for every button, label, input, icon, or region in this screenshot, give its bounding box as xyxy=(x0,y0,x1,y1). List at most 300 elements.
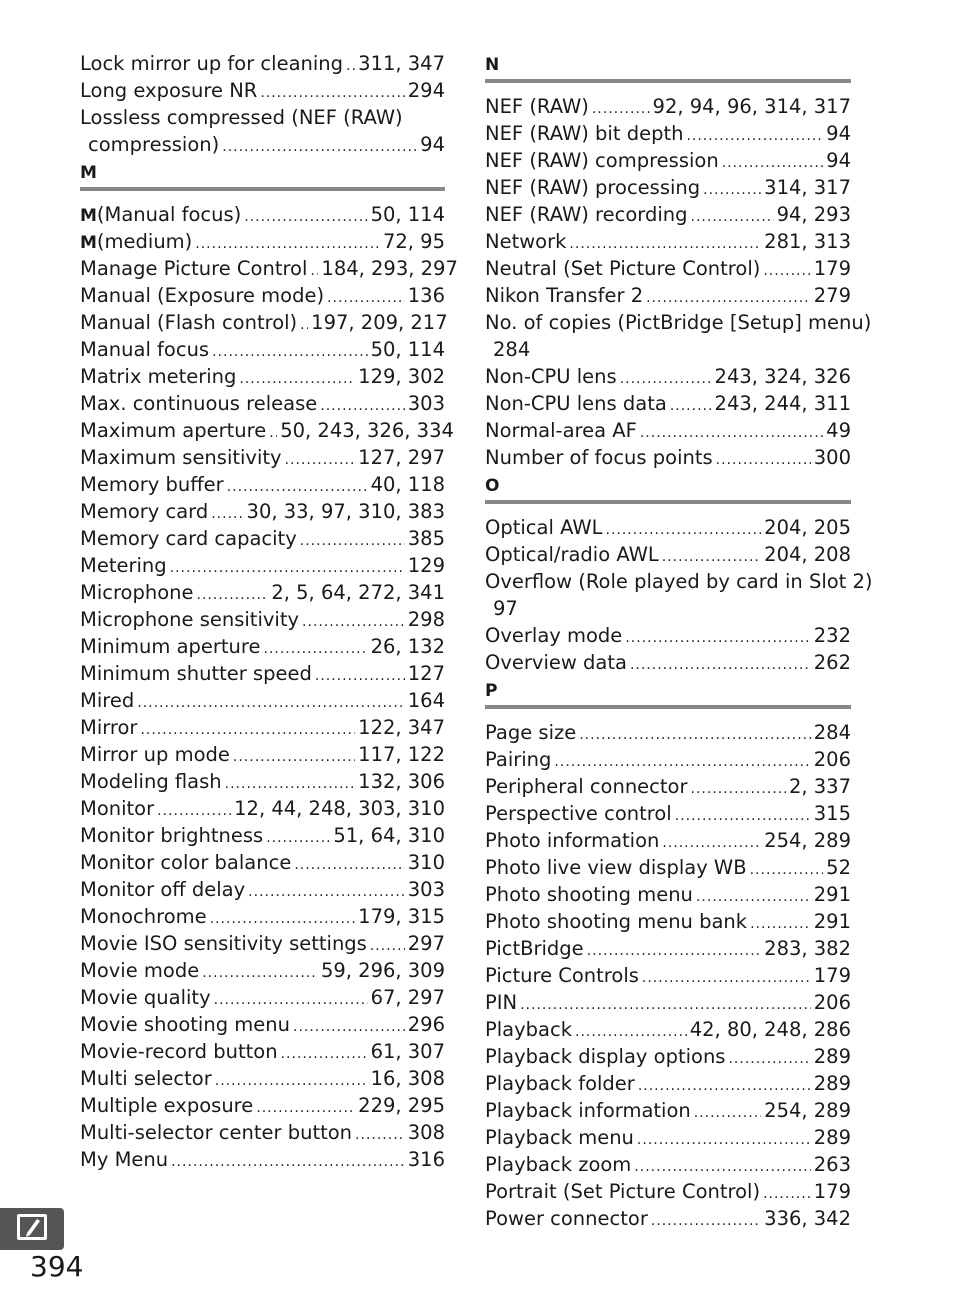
index-entry xyxy=(485,1097,851,1124)
entry-pages: 30, 33, 97, 310, 383 xyxy=(246,500,445,523)
leader-dots xyxy=(620,366,712,393)
entry-pages: 314, 317 xyxy=(764,176,851,199)
index-entry xyxy=(80,282,445,309)
leader-dots xyxy=(763,1181,811,1208)
leader-dots xyxy=(662,544,761,571)
entry-text: Playback display options xyxy=(485,1045,726,1068)
entry-pages: 284 xyxy=(493,338,531,361)
entry-pages: 310 xyxy=(407,851,445,874)
entry-pages: 127 xyxy=(407,662,445,685)
entry-text: Lossless compressed (NEF (RAW) xyxy=(80,106,403,129)
leader-dots xyxy=(640,420,823,447)
index-entry xyxy=(485,908,851,935)
leader-dots xyxy=(691,776,786,803)
entry-text: (Manual focus) xyxy=(96,203,242,226)
entry-pages: 296 xyxy=(407,1013,445,1036)
index-entry xyxy=(80,255,458,282)
entry-text: Network xyxy=(485,230,567,253)
entry-pages: 300 xyxy=(813,446,851,469)
entry-pages: 42, 80, 248, 286 xyxy=(689,1018,851,1041)
leader-dots xyxy=(630,652,811,679)
entry-pages: 232 xyxy=(813,624,851,647)
leader-dots xyxy=(260,80,404,107)
section-n-entries-after xyxy=(485,363,851,471)
index-entry xyxy=(485,174,851,201)
entry-text: Optical/radio AWL xyxy=(485,543,659,566)
entry-text: Normal-area AF xyxy=(485,419,637,442)
leader-dots xyxy=(285,447,356,474)
entry-text: Photo information xyxy=(485,829,660,852)
leader-dots xyxy=(281,1041,368,1068)
index-entry xyxy=(485,989,851,1016)
index-entry-wrapped xyxy=(485,309,872,363)
leader-dots xyxy=(137,690,405,717)
leader-dots xyxy=(293,1014,405,1041)
entry-pages: 127, 297 xyxy=(358,446,445,469)
leader-dots xyxy=(300,312,308,339)
index-column-left xyxy=(80,50,458,1173)
entry-text: Photo shooting menu bank xyxy=(485,910,748,933)
entry-pages: 2, 337 xyxy=(788,775,851,798)
index-entry xyxy=(485,1070,851,1097)
leader-dots xyxy=(638,1073,811,1100)
entry-text: Max. continuous release xyxy=(80,392,318,415)
entry-pages: 294 xyxy=(407,79,445,102)
index-entry xyxy=(80,1011,445,1038)
entry-text: Multi-selector center button xyxy=(80,1121,353,1144)
entry-pages: 303 xyxy=(407,392,445,415)
entry-pages: 262 xyxy=(813,651,851,674)
index-entry xyxy=(80,552,445,579)
entry-pages: 184, 293, 297 xyxy=(321,257,458,280)
leader-dots xyxy=(670,393,712,420)
leader-dots xyxy=(210,906,356,933)
entry-pages: 336, 342 xyxy=(764,1207,851,1230)
entry-text: Matrix metering xyxy=(80,365,237,388)
entry-text: Nikon Transfer 2 xyxy=(485,284,644,307)
entry-text: Monochrome xyxy=(80,905,207,928)
index-entry xyxy=(485,827,851,854)
leader-dots xyxy=(642,965,811,992)
entry-pages: 284 xyxy=(813,721,851,744)
entry-text: Multiple exposure xyxy=(80,1094,254,1117)
index-entry xyxy=(80,741,445,768)
entry-pages: 179 xyxy=(813,257,851,280)
index-entry xyxy=(80,579,445,606)
entry-text: Microphone sensitivity xyxy=(80,608,300,631)
leader-dots xyxy=(625,625,810,652)
leader-dots xyxy=(691,204,774,231)
section-letter-o: O xyxy=(485,476,500,496)
leader-dots xyxy=(750,911,811,938)
entry-text: Manage Picture Control xyxy=(80,257,308,280)
entry-text: NEF (RAW) processing xyxy=(485,176,701,199)
index-entry xyxy=(485,719,851,746)
entry-text: NEF (RAW) compression xyxy=(485,149,719,172)
index-entry xyxy=(485,746,851,773)
entry-pages: 263 xyxy=(813,1153,851,1176)
entry-pages: 291 xyxy=(813,883,851,906)
entry-text: Overflow (Role played by card in Slot 2) xyxy=(485,570,873,593)
entry-text: My Menu xyxy=(80,1148,169,1171)
index-entry xyxy=(80,795,445,822)
section-rule xyxy=(485,500,851,504)
entry-pages: 129 xyxy=(407,554,445,577)
left-top-entries xyxy=(80,50,445,104)
entry-pages: 122, 347 xyxy=(358,716,445,739)
index-entry xyxy=(80,606,445,633)
index-entry xyxy=(80,1146,445,1173)
leader-dots xyxy=(520,992,811,1019)
entry-text: Photo live view display WB xyxy=(485,856,747,879)
entry-pages: 92, 94, 96, 314, 317 xyxy=(652,95,851,118)
entry-pages: 385 xyxy=(407,527,445,550)
index-entry xyxy=(485,1016,851,1043)
leader-dots xyxy=(637,1127,811,1154)
entry-text: Monitor brightness xyxy=(80,824,264,847)
entry-pages: 206 xyxy=(813,991,851,1014)
leader-dots xyxy=(327,285,405,312)
leader-dots xyxy=(694,1100,761,1127)
entry-pages: 297 xyxy=(407,932,445,955)
index-entry xyxy=(485,1043,851,1070)
index-entry xyxy=(485,962,851,989)
leader-dots xyxy=(587,938,761,965)
entry-text: Power connector xyxy=(485,1207,648,1230)
entry-text: Maximum sensitivity xyxy=(80,446,282,469)
index-entry xyxy=(80,714,445,741)
entry-pages: 179 xyxy=(813,1180,851,1203)
index-entry xyxy=(485,201,851,228)
leader-dots xyxy=(264,636,368,663)
index-entry xyxy=(485,773,851,800)
index-entry xyxy=(80,1065,445,1092)
entry-text: Minimum shutter speed xyxy=(80,662,312,685)
index-entry xyxy=(80,822,445,849)
entry-pages: 289 xyxy=(813,1045,851,1068)
index-entry xyxy=(80,849,445,876)
entry-pages: 117, 122 xyxy=(358,743,445,766)
index-entry xyxy=(80,876,445,903)
entry-text: PIN xyxy=(485,991,518,1014)
entry-pages: 254, 289 xyxy=(764,829,851,852)
entry-pages: 311, 347 xyxy=(358,52,445,75)
entry-text: Number of focus points xyxy=(485,446,713,469)
section-n-entries xyxy=(485,93,851,309)
leader-dots xyxy=(195,231,380,258)
index-entry xyxy=(485,93,851,120)
page-number: 394 xyxy=(30,1250,84,1283)
index-pencil-icon xyxy=(15,1211,49,1247)
entry-pages: 136 xyxy=(407,284,445,307)
entry-pages: 59, 296, 309 xyxy=(320,959,445,982)
entry-pages: 50, 243, 326, 334 xyxy=(280,419,454,442)
index-entry xyxy=(485,1178,851,1205)
entry-text: Monitor off delay xyxy=(80,878,246,901)
entry-text: Playback menu xyxy=(485,1126,634,1149)
leader-dots xyxy=(634,1154,810,1181)
leader-dots xyxy=(248,879,405,906)
entry-text: PictBridge xyxy=(485,937,584,960)
index-entry xyxy=(80,957,445,984)
entry-text: Peripheral connector xyxy=(485,775,688,798)
entry-text: NEF (RAW) recording xyxy=(485,203,688,226)
leader-dots xyxy=(225,771,356,798)
index-entry xyxy=(80,903,445,930)
entry-text: Non-CPU lens xyxy=(485,365,617,388)
leader-dots xyxy=(212,339,367,366)
entry-text: Manual (Exposure mode) xyxy=(80,284,325,307)
entry-text: Optical AWL xyxy=(485,516,603,539)
leader-dots xyxy=(214,987,368,1014)
index-entry xyxy=(485,541,851,568)
entry-pages: 316 xyxy=(407,1148,445,1171)
entry-text: Overlay mode xyxy=(485,624,623,647)
entry-text: Lock mirror up for cleaning xyxy=(80,52,344,75)
entry-pages: 40, 118 xyxy=(370,473,445,496)
leader-dots xyxy=(716,447,811,474)
index-entry xyxy=(485,147,851,174)
leader-dots xyxy=(315,663,405,690)
index-entry-wrapped xyxy=(485,568,873,622)
entry-pages: 179, 315 xyxy=(358,905,445,928)
index-entry xyxy=(485,854,851,881)
entry-pages: 281, 313 xyxy=(764,230,851,253)
leader-dots xyxy=(227,474,368,501)
entry-text: Monitor xyxy=(80,797,155,820)
index-tab xyxy=(0,1208,64,1250)
entry-pages: 16, 308 xyxy=(370,1067,445,1090)
leader-dots xyxy=(222,134,417,161)
leader-dots xyxy=(722,150,823,177)
entry-text: Portrait (Set Picture Control) xyxy=(485,1180,761,1203)
index-entry xyxy=(485,444,851,471)
entry-pages: 50, 114 xyxy=(370,338,445,361)
index-entry xyxy=(80,930,445,957)
index-entry xyxy=(80,1092,445,1119)
leader-dots xyxy=(302,609,405,636)
section-m-entries xyxy=(80,201,458,1173)
entry-text: Modeling flash xyxy=(80,770,222,793)
leader-dots xyxy=(606,517,762,544)
leader-dots xyxy=(300,528,405,555)
entry-text: Playback xyxy=(485,1018,573,1041)
index-entry xyxy=(485,881,851,908)
index-entry xyxy=(80,201,445,228)
index-entry xyxy=(80,1119,445,1146)
entry-text: Mired xyxy=(80,689,135,712)
entry-text: Perspective control xyxy=(485,802,672,825)
leader-dots xyxy=(569,231,761,258)
entry-pages: 72, 95 xyxy=(382,230,445,253)
entry-pages: 2, 5, 64, 272, 341 xyxy=(271,581,445,604)
entry-pages: 197, 209, 217 xyxy=(311,311,448,334)
leader-dots xyxy=(197,582,269,609)
index-entry xyxy=(80,687,445,714)
index-entry xyxy=(80,768,445,795)
entry-pages: 243, 324, 326 xyxy=(714,365,851,388)
index-entry xyxy=(80,417,454,444)
leader-dots xyxy=(266,825,330,852)
entry-text: Multi selector xyxy=(80,1067,212,1090)
mode-letter-icon: M xyxy=(80,206,97,226)
leader-dots xyxy=(703,177,761,204)
section-letter-n: N xyxy=(485,55,500,75)
index-entry-wrapped xyxy=(80,104,445,158)
leader-dots xyxy=(140,717,355,744)
leader-dots xyxy=(215,1068,368,1095)
section-letter-p: P xyxy=(485,681,498,701)
index-entry xyxy=(80,633,445,660)
entry-pages: 94, 293 xyxy=(776,203,851,226)
entry-text: Non-CPU lens data xyxy=(485,392,667,415)
entry-text: Playback zoom xyxy=(485,1153,632,1176)
leader-dots xyxy=(728,1046,810,1073)
entry-text: Movie quality xyxy=(80,986,211,1009)
index-entry xyxy=(80,336,445,363)
leader-dots xyxy=(696,884,811,911)
entry-text: compression) xyxy=(88,133,220,156)
index-entry xyxy=(80,471,445,498)
index-entry xyxy=(485,622,851,649)
entry-text: Long exposure NR xyxy=(80,79,258,102)
leader-dots xyxy=(294,852,404,879)
entry-text: Mirror xyxy=(80,716,138,739)
leader-dots xyxy=(355,1122,405,1149)
entry-pages: 49 xyxy=(826,419,851,442)
entry-text: Metering xyxy=(80,554,167,577)
entry-pages: 132, 306 xyxy=(358,770,445,793)
leader-dots xyxy=(170,555,405,582)
entry-pages: 67, 297 xyxy=(370,986,445,1009)
entry-text: Photo shooting menu xyxy=(485,883,693,906)
entry-pages: 315 xyxy=(813,802,851,825)
entry-pages: 291 xyxy=(813,910,851,933)
index-entry xyxy=(485,282,851,309)
entry-text: Mirror up mode xyxy=(80,743,230,766)
leader-dots xyxy=(233,744,355,771)
index-entry xyxy=(485,935,851,962)
entry-pages: 229, 295 xyxy=(358,1094,445,1117)
entry-text: Picture Controls xyxy=(485,964,639,987)
entry-text: Monitor color balance xyxy=(80,851,292,874)
index-entry xyxy=(485,1205,851,1232)
entry-text: Playback folder xyxy=(485,1072,635,1095)
index-entry xyxy=(80,1038,445,1065)
entry-text: (medium) xyxy=(96,230,193,253)
leader-dots xyxy=(157,798,231,825)
entry-pages: 94 xyxy=(826,122,851,145)
index-entry xyxy=(80,525,445,552)
entry-pages: 129, 302 xyxy=(358,365,445,388)
entry-pages: 254, 289 xyxy=(764,1099,851,1122)
section-p-entries xyxy=(485,719,851,1232)
entry-pages: 52 xyxy=(826,856,851,879)
section-rule xyxy=(485,705,851,709)
entry-pages: 164 xyxy=(407,689,445,712)
section-rule xyxy=(485,79,851,83)
entry-text: Movie ISO sensitivity settings xyxy=(80,932,367,955)
entry-pages: 279 xyxy=(813,284,851,307)
entry-pages: 298 xyxy=(407,608,445,631)
leader-dots xyxy=(171,1149,405,1176)
entry-text: Manual (Flash control) xyxy=(80,311,298,334)
index-entry xyxy=(80,444,445,471)
mode-letter-icon: M xyxy=(80,233,97,253)
entry-text: Microphone xyxy=(80,581,194,604)
entry-pages: 206 xyxy=(813,748,851,771)
entry-pages: 243, 244, 311 xyxy=(714,392,851,415)
entry-text: Overview data xyxy=(485,651,627,674)
entry-text: Maximum aperture xyxy=(80,419,267,442)
index-entry xyxy=(485,390,851,417)
entry-text: Manual focus xyxy=(80,338,210,361)
entry-text: Pairing xyxy=(485,748,552,771)
leader-dots xyxy=(651,1208,761,1235)
leader-dots xyxy=(256,1095,355,1122)
entry-pages: 51, 64, 310 xyxy=(333,824,445,847)
entry-text: Neutral (Set Picture Control) xyxy=(485,257,761,280)
leader-dots xyxy=(202,960,318,987)
index-entry xyxy=(80,228,445,255)
leader-dots xyxy=(244,204,367,231)
entry-text: No. of copies (PictBridge [Setup] menu) xyxy=(485,311,872,334)
section-o-entries-after xyxy=(485,622,851,676)
index-entry xyxy=(80,498,445,525)
index-entry xyxy=(485,800,851,827)
entry-pages: 204, 208 xyxy=(764,543,851,566)
leader-dots xyxy=(320,393,405,420)
index-entry xyxy=(80,984,445,1011)
entry-text: NEF (RAW) bit depth xyxy=(485,122,684,145)
entry-text: Memory buffer xyxy=(80,473,224,496)
leader-dots xyxy=(686,123,823,150)
index-entry xyxy=(80,390,445,417)
leader-dots xyxy=(646,285,811,312)
index-column-right xyxy=(485,50,873,1232)
leader-dots xyxy=(592,96,650,123)
index-entry xyxy=(485,514,851,541)
section-letter-m: M xyxy=(80,163,97,183)
index-entry xyxy=(485,649,851,676)
entry-pages: 303 xyxy=(407,878,445,901)
index-entry xyxy=(80,660,445,687)
entry-pages: 289 xyxy=(813,1072,851,1095)
leader-dots xyxy=(575,1019,687,1046)
entry-pages: 204, 205 xyxy=(764,516,851,539)
entry-text: Playback information xyxy=(485,1099,691,1122)
leader-dots xyxy=(554,749,810,776)
index-entry xyxy=(80,309,448,336)
index-entry xyxy=(80,77,445,104)
index-entry xyxy=(80,50,445,77)
index-entry xyxy=(485,255,851,282)
leader-dots xyxy=(750,857,824,884)
leader-dots xyxy=(239,366,355,393)
entry-pages: 94 xyxy=(826,149,851,172)
index-entry xyxy=(485,417,851,444)
section-o-entries xyxy=(485,514,851,568)
entry-pages: 308 xyxy=(407,1121,445,1144)
entry-text: Memory card capacity xyxy=(80,527,297,550)
entry-text: Page size xyxy=(485,721,577,744)
entry-pages: 97 xyxy=(493,597,518,620)
leader-dots xyxy=(346,53,355,80)
entry-pages: 179 xyxy=(813,964,851,987)
entry-text: Minimum aperture xyxy=(80,635,261,658)
index-entry xyxy=(80,363,445,390)
entry-text: Memory card xyxy=(80,500,209,523)
